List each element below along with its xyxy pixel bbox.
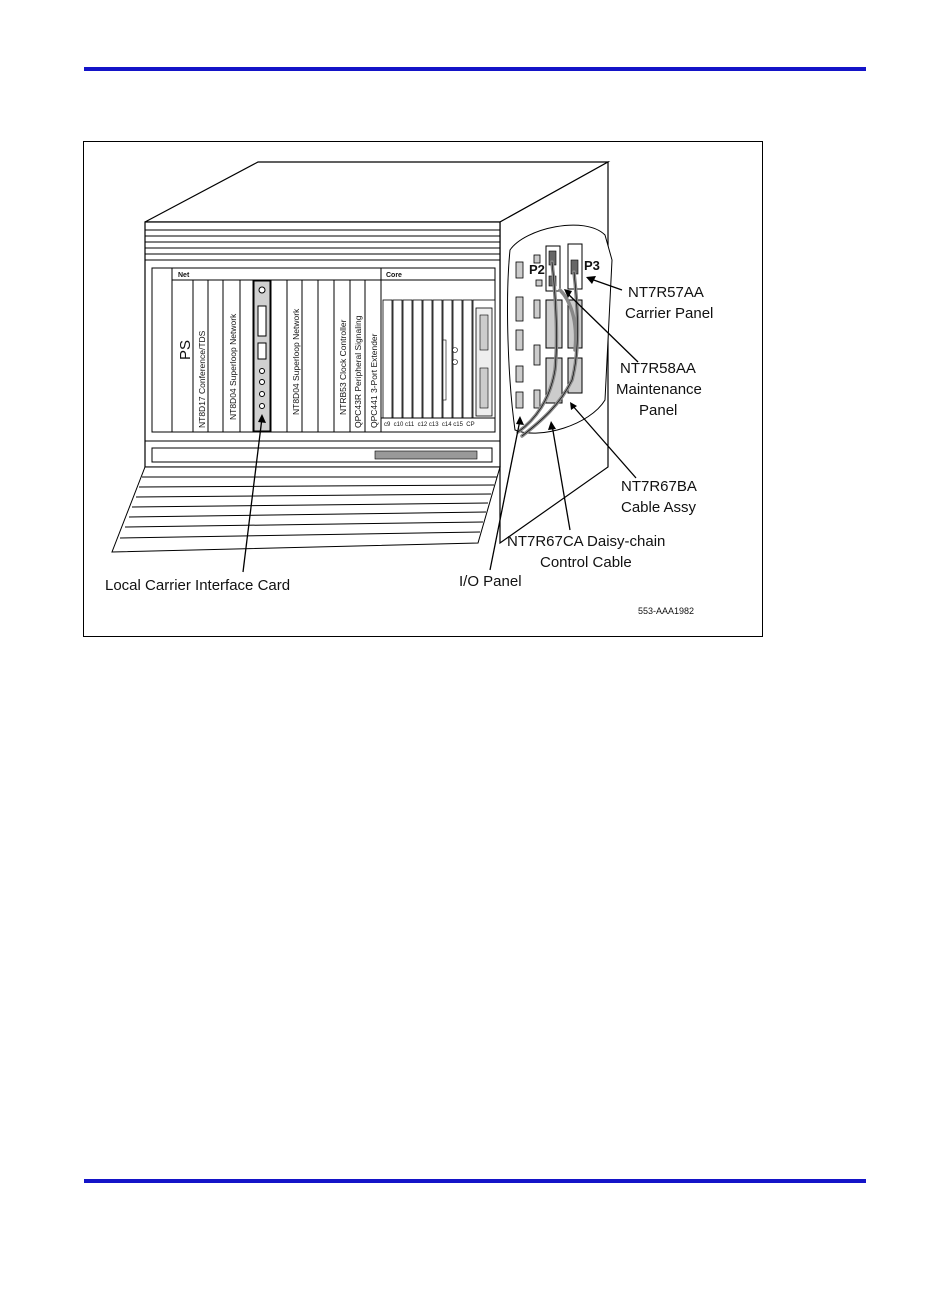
- callout-cable-assy-name: Cable Assy: [621, 499, 697, 516]
- card-label-superloop-2: NT8D04 Superloop Network: [291, 308, 301, 415]
- callout-carrier-panel-code: NT7R57AA: [628, 284, 704, 301]
- ps-label: PS: [177, 339, 194, 360]
- callout-daisy-chain-name: Control Cable: [540, 554, 632, 571]
- card-label-superloop-1: NT8D04 Superloop Network: [228, 313, 238, 420]
- figure-id: 553-AAA1982: [638, 606, 695, 616]
- callout-maintenance-panel-name: Maintenance: [616, 381, 702, 398]
- callout-cable-assy-code: NT7R67BA: [621, 478, 697, 495]
- core-slot-labels: c9 c10 c11 c12 c13 c14 c15 CP: [384, 422, 475, 428]
- p3-label: P3: [584, 258, 600, 273]
- card-label-conference: NT8D17 Conference/TDS: [197, 330, 207, 428]
- callout-io-panel: I/O Panel: [459, 573, 522, 590]
- base-grille: [112, 467, 500, 552]
- card-label-clock: NTRB53 Clock Controller: [338, 319, 348, 415]
- section-net-label: Net: [178, 272, 190, 279]
- callout-maintenance-panel-code: NT7R58AA: [620, 360, 696, 377]
- callout-carrier-panel-name: Carrier Panel: [625, 305, 714, 322]
- callout-maintenance-panel-suffix: Panel: [639, 402, 678, 419]
- section-core-label: Core: [386, 272, 402, 279]
- card-label-peripheral: QPC43R Peripheral Signaling: [353, 315, 363, 428]
- p2-label: P2: [529, 262, 545, 277]
- card-label-extender: QPC441 3-Port Extender: [369, 333, 379, 428]
- callout-daisy-chain-code: NT7R67CA Daisy-chain: [507, 533, 666, 550]
- callout-local-carrier-card: Local Carrier Interface Card: [105, 577, 291, 594]
